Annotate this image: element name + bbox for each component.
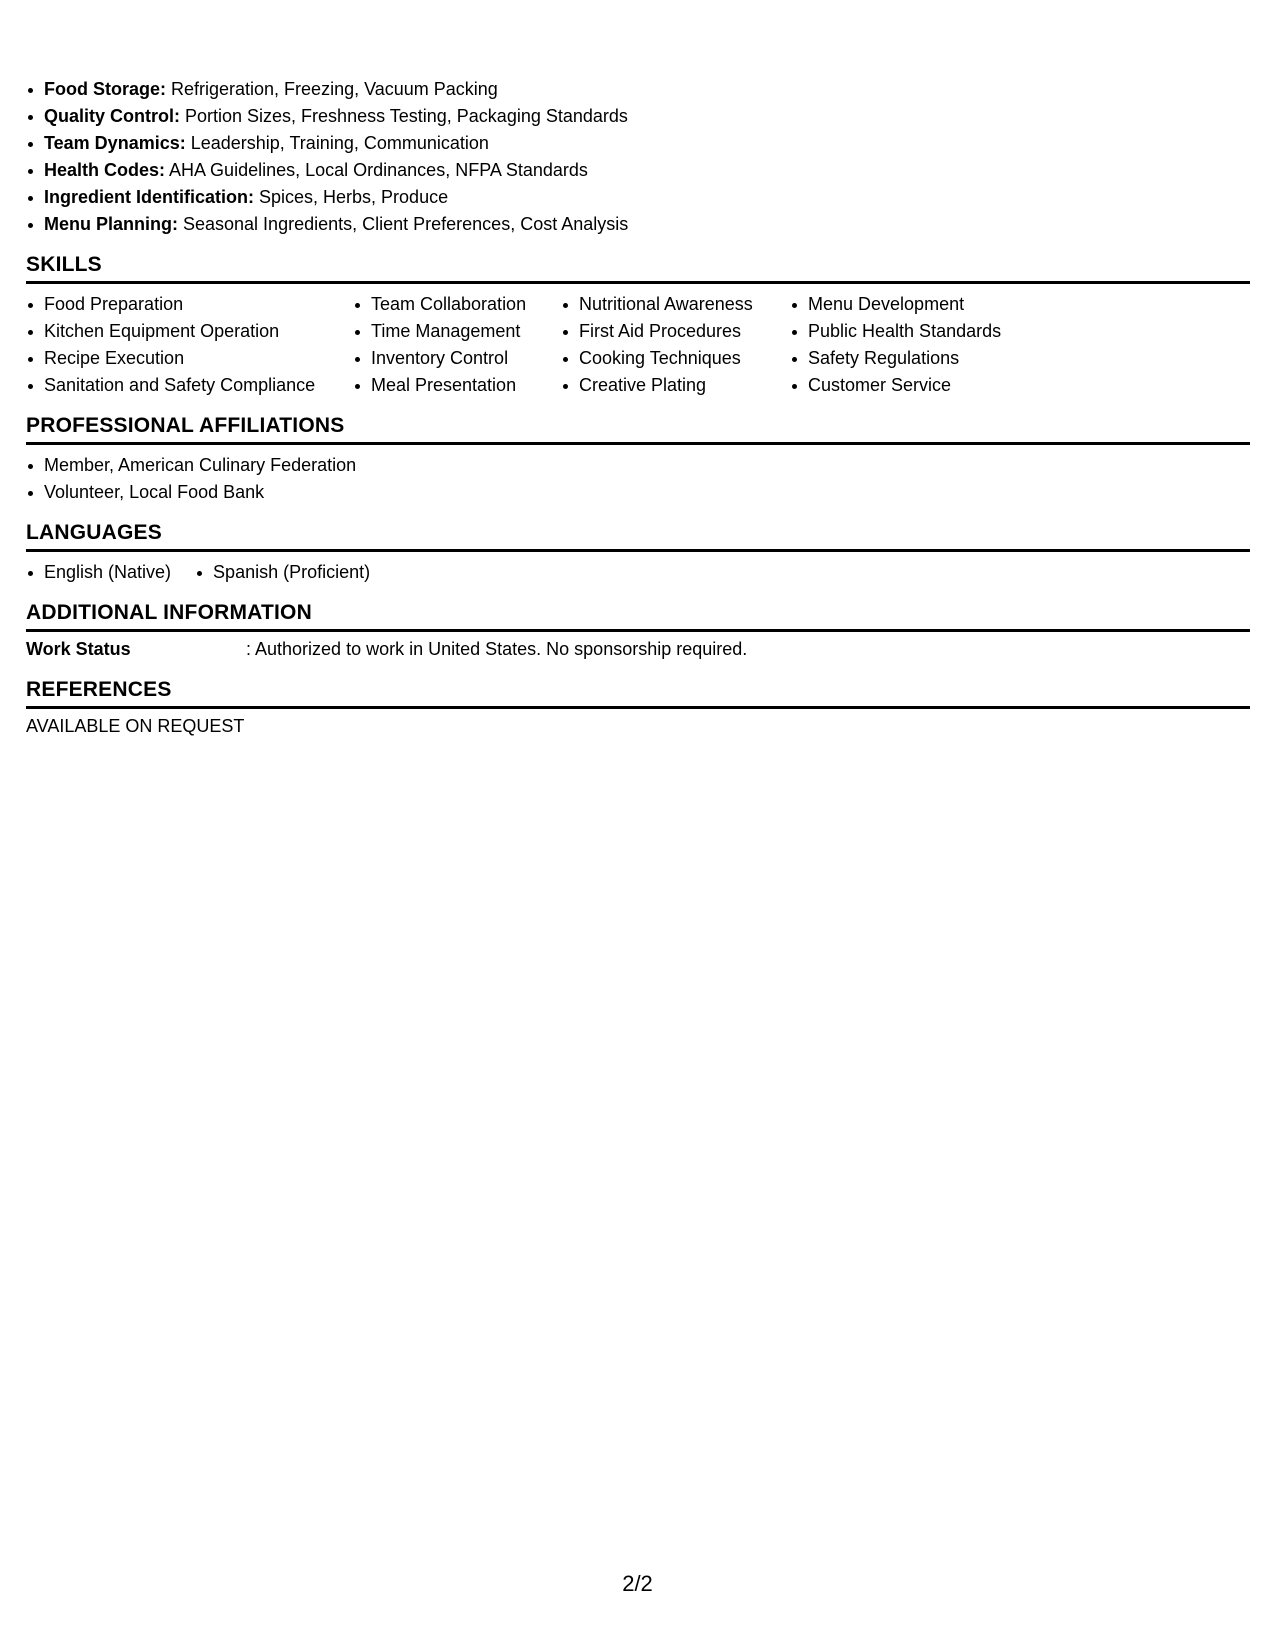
skill-item: Nutritional Awareness <box>561 291 790 318</box>
skill-item: Food Preparation <box>26 291 353 318</box>
work-status-value: : Authorized to work in United States. No sponsorship required. <box>246 639 748 659</box>
knowledge-value: Refrigeration, Freezing, Vacuum Packing <box>166 79 498 99</box>
knowledge-value: AHA Guidelines, Local Ordinances, NFPA Standards <box>165 160 588 180</box>
skill-item: Safety Regulations <box>790 345 1030 372</box>
knowledge-key: Team Dynamics: <box>44 133 186 153</box>
additional-info-heading: ADDITIONAL INFORMATION <box>26 600 1250 632</box>
language-item: Spanish (Proficient) <box>195 559 370 586</box>
affiliations-list <box>26 445 1250 506</box>
knowledge-key: Health Codes: <box>44 160 166 180</box>
skills-section <box>26 252 1250 399</box>
knowledge-value: Seasonal Ingredients, Client Preferences, Cost Analysis <box>178 214 629 234</box>
skill-item: Customer Service <box>790 372 1030 399</box>
skills-heading: SKILLS <box>26 252 1250 284</box>
page-number: 2/2 <box>622 1571 653 1596</box>
references-heading: REFERENCES <box>26 677 1250 709</box>
knowledge-key: Menu Planning: <box>44 214 178 234</box>
skill-item: First Aid Procedures <box>561 318 790 345</box>
skill-item: Inventory Control <box>353 345 561 372</box>
affiliation-item: Member, American Culinary Federation <box>26 452 1250 479</box>
skills-column <box>561 291 790 399</box>
skills-column <box>790 291 1030 399</box>
knowledge-value: Leadership, Training, Communication <box>185 133 489 153</box>
knowledge-key: Food Storage: <box>44 79 166 99</box>
languages-heading: LANGUAGES <box>26 520 1250 552</box>
skill-item: Team Collaboration <box>353 291 561 318</box>
languages-list <box>26 552 1250 586</box>
skill-item: Recipe Execution <box>26 345 353 372</box>
knowledge-item-quality-control <box>26 103 1250 130</box>
skill-item: Meal Presentation <box>353 372 561 399</box>
skill-item: Time Management <box>353 318 561 345</box>
knowledge-item-food-storage <box>26 76 1250 103</box>
skills-column <box>353 291 561 399</box>
affiliations-section <box>26 413 1250 506</box>
knowledge-key: Quality Control: <box>44 106 180 126</box>
knowledge-key: Ingredient Identification: <box>44 187 254 207</box>
work-status-label: Work Status <box>26 639 131 659</box>
knowledge-item-team-dynamics <box>26 130 1250 157</box>
affiliation-item: Volunteer, Local Food Bank <box>26 479 1250 506</box>
skill-item: Sanitation and Safety Compliance <box>26 372 353 399</box>
additional-info-section <box>26 600 1250 663</box>
skill-item: Public Health Standards <box>790 318 1030 345</box>
knowledge-list <box>26 76 1250 238</box>
skills-grid <box>26 284 1250 399</box>
knowledge-item-ingredient-identification <box>26 184 1250 211</box>
affiliations-heading: PROFESSIONAL AFFILIATIONS <box>26 413 1250 445</box>
knowledge-item-health-codes <box>26 157 1250 184</box>
skills-column <box>26 291 353 399</box>
languages-section <box>26 520 1250 586</box>
skill-item: Menu Development <box>790 291 1030 318</box>
skill-item: Kitchen Equipment Operation <box>26 318 353 345</box>
language-item: English (Native) <box>26 559 171 586</box>
skill-item: Creative Plating <box>561 372 790 399</box>
references-text: AVAILABLE ON REQUEST <box>26 716 245 736</box>
knowledge-value: Spices, Herbs, Produce <box>254 187 449 207</box>
work-status-row <box>26 632 1250 663</box>
references-section <box>26 677 1250 740</box>
skill-item: Cooking Techniques <box>561 345 790 372</box>
knowledge-value: Portion Sizes, Freshness Testing, Packaging Standards <box>180 106 628 126</box>
knowledge-item-menu-planning <box>26 211 1250 238</box>
resume-page-2 <box>26 76 1250 740</box>
